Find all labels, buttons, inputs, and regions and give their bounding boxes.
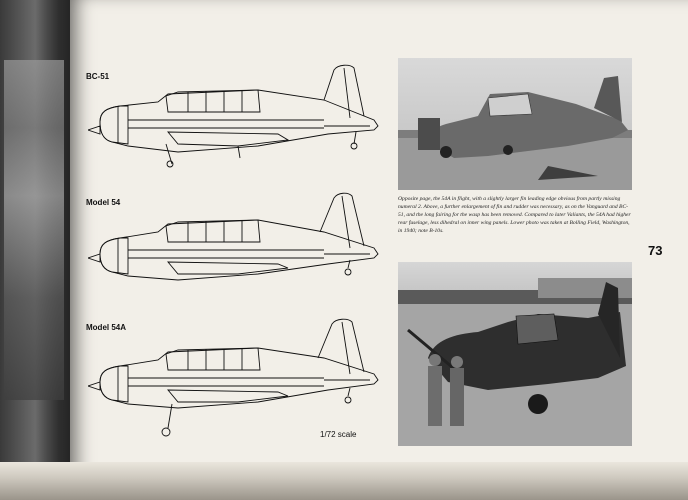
drawing-label-model54a: Model 54A <box>86 323 127 332</box>
aircraft-drawing-bc51 <box>88 60 383 170</box>
book-spine <box>0 0 78 500</box>
scale-label: 1/72 scale <box>320 430 357 439</box>
photo-caption <box>398 196 634 236</box>
bottom-photo <box>398 262 632 446</box>
aircraft-photo-top-icon <box>398 58 632 190</box>
top-photo <box>398 58 632 190</box>
page-bottom-shadow <box>0 462 688 500</box>
caption-text: Opposite page, the 54A in flight, with a slightly larger fin leading edge obvious from partly missing numeral 2. Above, a further enlargement of fin and rudder was necessary, as on the Vanguard and BC-51, and the long fairing for the wasp has been removed. Compared to later Valiants, the 54A had higher rear fuselage, less dihedral on inner wing panels. Lower photo was taken at Bolling Field, Washington, in 1940; note B-10s. <box>398 196 631 234</box>
drawing-label-model54: Model 54 <box>86 198 121 207</box>
drawing-label-bc51: BC-51 <box>86 72 110 81</box>
page-number: 73 <box>648 243 663 258</box>
previous-page-edge <box>4 60 64 400</box>
aircraft-photo-bottom-icon <box>398 262 632 446</box>
aircraft-drawing-model54 <box>88 188 383 288</box>
aircraft-drawing-model54a <box>88 312 383 444</box>
